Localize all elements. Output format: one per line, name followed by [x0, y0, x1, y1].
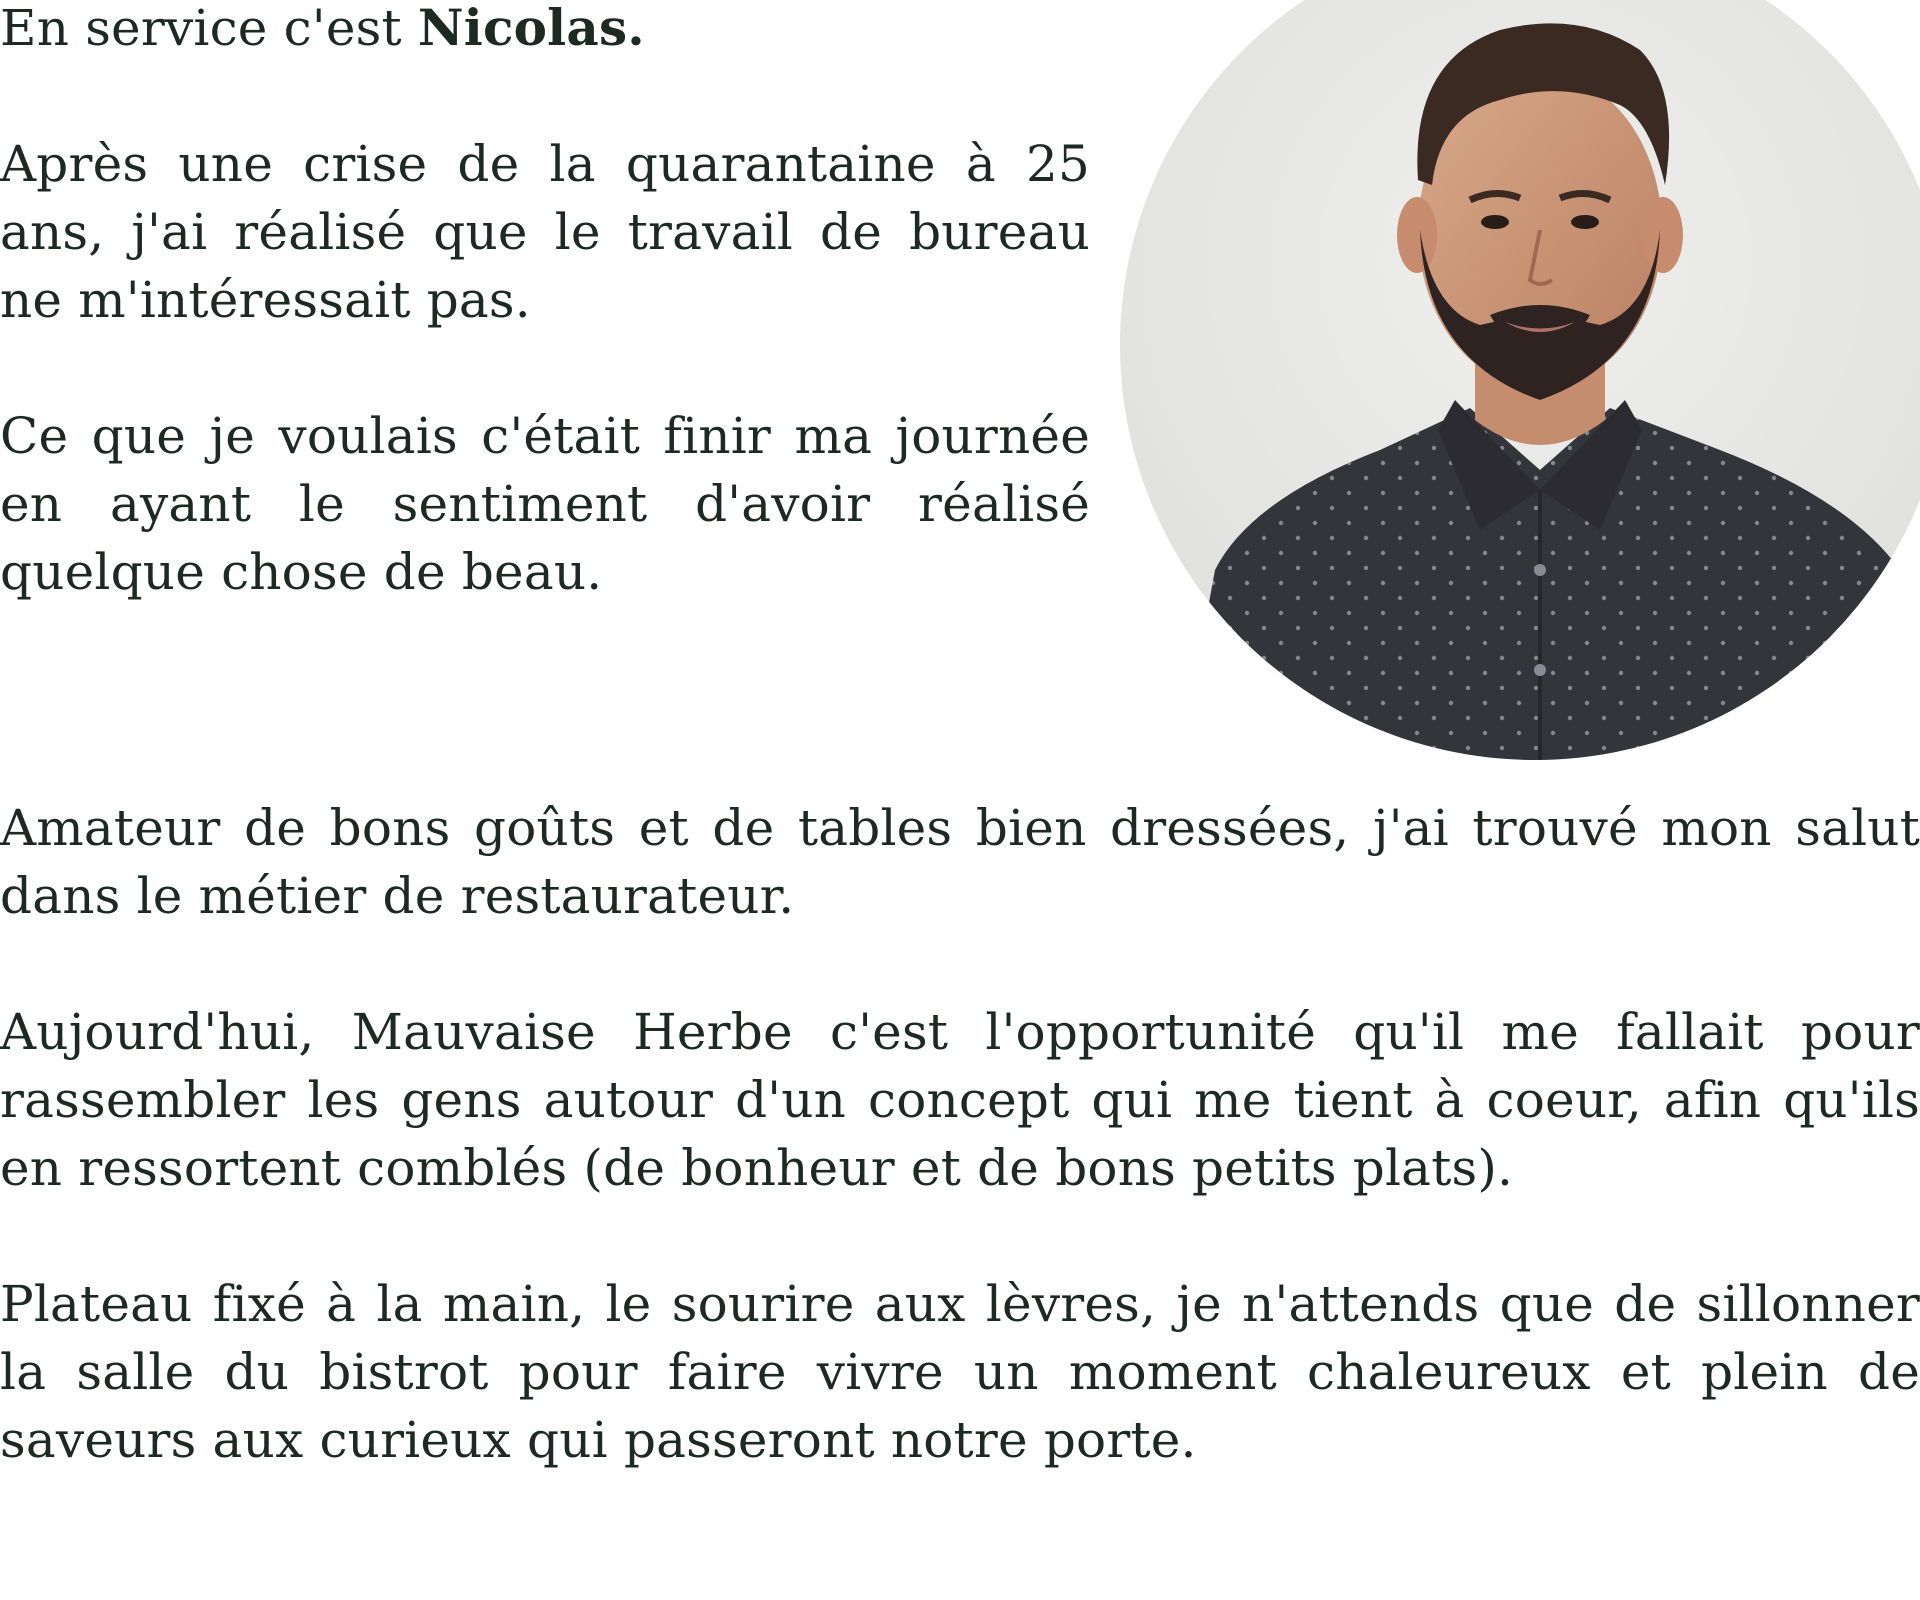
top-paragraph: Ce que je voulais c'était finir ma journée en ayant le sentiment d'avoir réalisé quelque chose de beau. [0, 407, 1090, 601]
story-paragraph: Plateau fixé à la main, le sourire aux lèvres, je n'attends que de sillonner la salle du bistrot pour faire vivre un moment chaleureux et plein de saveurs aux curieux qui passeront notre porte. [0, 1275, 1920, 1469]
portrait-illustration [1120, 0, 1920, 760]
intro-prefix: En service c'est [0, 0, 418, 57]
story-paragraph: Amateur de bons goûts et de tables bien dressées, j'ai trouvé mon salut dans le métier de restaurateur. [0, 799, 1920, 925]
intro-name: Nicolas. [417, 0, 645, 57]
intro-section [0, 0, 1090, 606]
top-paragraph: Après une crise de la quarantaine à 25 ans, j'ai réalisé que le travail de bureau ne m'intéressait pas. [0, 135, 1090, 329]
portrait-photo [1120, 0, 1920, 760]
intro-line [0, 0, 1090, 62]
story-paragraph: Aujourd'hui, Mauvaise Herbe c'est l'opportunité qu'il me fallait pour rassembler les gens autour d'un concept qui me tient à coeur, afin qu'ils en ressortent comblés (de bonheur et de bons petits plats). [0, 1003, 1920, 1197]
story-section [0, 794, 1920, 1474]
